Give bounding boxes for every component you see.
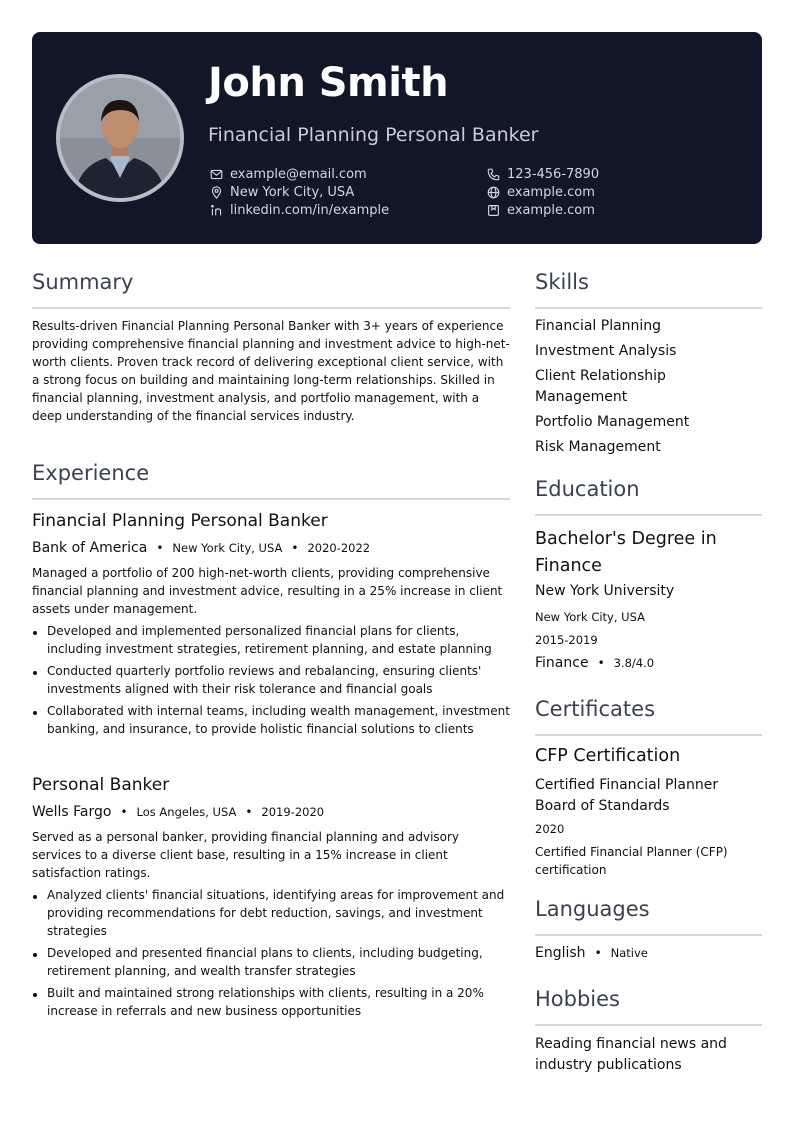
job-description: Served as a personal banker, providing financial planning and advisory services to a diverse client base, resulting in a 15% increase in client satisfaction ratings. [32, 830, 460, 880]
language-item [535, 945, 648, 961]
summary-heading: Summary [32, 270, 134, 294]
job-bullet: Developed and implemented personalized financial plans for clients, including investment strategies, retirement planning, and estate planning [32, 622, 510, 658]
job-company: Wells Fargo [32, 804, 112, 820]
job-bullet: Built and maintained strong relationships with clients, resulting in a 20% increase in referrals and new business opportunities [32, 984, 510, 1020]
contact-email[interactable] [208, 165, 367, 183]
separator-dot: • [156, 541, 164, 555]
education-school: New York University [535, 583, 675, 599]
contact-portfolio-text: example.com [507, 202, 595, 218]
education-location: New York City, USA [535, 610, 645, 624]
phone-icon [485, 166, 501, 182]
job-dates: 2019-2020 [261, 805, 325, 819]
separator-dot: • [594, 946, 602, 960]
separator-dot: • [597, 656, 605, 670]
job-dates: 2020-2022 [307, 541, 371, 555]
certificate-name: CFP Certification [535, 746, 681, 766]
contact-portfolio[interactable] [485, 201, 595, 219]
hobbies-heading: Hobbies [535, 987, 620, 1011]
job-role: Personal Banker [32, 775, 170, 795]
hobby-item: Reading financial news and industry publications [535, 1036, 727, 1073]
job-location: New York City, USA [172, 541, 283, 555]
certificate-year: 2020 [535, 822, 565, 836]
contact-location [208, 183, 354, 201]
experience-divider [32, 498, 510, 500]
certificate-issuer: Certified Financial Planner Board of Standards [535, 777, 719, 814]
education-divider [535, 514, 762, 516]
education-major: Finance [535, 655, 589, 671]
contact-email-text: example@email.com [230, 166, 367, 182]
skill-item: Client Relationship Management [535, 368, 666, 405]
summary-divider [32, 307, 510, 309]
job-bullet: Collaborated with internal teams, including wealth management, investment banking, and insurance, to provide holistic financial solutions to clients [32, 702, 510, 738]
candidate-title: Financial Planning Personal Banker [208, 124, 539, 146]
certificate-description: Certified Financial Planner (CFP) certification [535, 845, 728, 877]
education-heading: Education [535, 477, 640, 501]
languages-heading: Languages [535, 897, 650, 921]
certificates-divider [535, 734, 762, 736]
job-company: Bank of America [32, 540, 148, 556]
hobbies-divider [535, 1024, 762, 1026]
education-gpa: 3.8/4.0 [613, 656, 655, 670]
avatar [56, 74, 184, 202]
language-level: Native [610, 946, 648, 960]
skill-item: Portfolio Management [535, 414, 690, 430]
job-bullet: Developed and presented financial plans to clients, including budgeting, retirement planning, and wealth transfer strategies [32, 944, 510, 980]
separator-dot: • [120, 805, 128, 819]
job-location: Los Angeles, USA [136, 805, 237, 819]
location-pin-icon [208, 184, 224, 200]
job-meta [32, 804, 324, 820]
skill-item: Financial Planning [535, 318, 662, 334]
skills-list [535, 316, 755, 462]
job-meta [32, 540, 370, 556]
job-bullets [32, 886, 510, 1024]
separator-dot: • [291, 541, 299, 555]
separator-dot: • [245, 805, 253, 819]
contact-website-text: example.com [507, 184, 595, 200]
language-name: English [535, 945, 586, 961]
education-degree: Bachelor's Degree in Finance [535, 529, 717, 576]
candidate-name: John Smith [208, 60, 449, 106]
contact-phone-text: 123-456-7890 [507, 166, 600, 182]
job-bullet: Conducted quarterly portfolio reviews and rebalancing, ensuring clients' investments aligned with their risk tolerance and financial goals [32, 662, 510, 698]
resume-header [32, 32, 762, 244]
skill-item: Investment Analysis [535, 343, 677, 359]
contact-phone[interactable] [485, 165, 599, 183]
skills-divider [535, 307, 762, 309]
profile-photo [60, 78, 180, 198]
job-bullet: Analyzed clients' financial situations, identifying areas for improvement and providing recommendations for debt reduction, savings, and investment strategies [32, 886, 510, 940]
education-dates: 2015-2019 [535, 633, 598, 647]
job-role: Financial Planning Personal Banker [32, 511, 328, 531]
languages-divider [535, 934, 762, 936]
summary-text: Results-driven Financial Planning Personal Banker with 3+ years of experience providing comprehensive financial planning and investment advice to high-net-worth clients. Proven track record of delivering exceptional client service, with a strong focus on building and maintaining long-term relationships. Skilled in financial planning, investment analysis, and portfolio management, with a deep understanding of the financial services industry. [32, 319, 510, 423]
contact-location-text: New York City, USA [230, 184, 355, 200]
mail-icon [208, 166, 224, 182]
job-description: Managed a portfolio of 200 high-net-worth clients, providing comprehensive financial planning and investment advice, resulting in a 25% increase in client assets under management. [32, 566, 503, 616]
globe-icon [485, 184, 501, 200]
portfolio-icon [485, 202, 501, 218]
skill-item: Risk Management [535, 439, 661, 455]
education-major-gpa [535, 655, 654, 671]
contact-linkedin[interactable] [208, 201, 389, 219]
contact-website[interactable] [485, 183, 595, 201]
contact-linkedin-text: linkedin.com/in/example [230, 202, 390, 218]
certificates-heading: Certificates [535, 697, 656, 721]
experience-heading: Experience [32, 461, 150, 485]
skills-heading: Skills [535, 270, 589, 294]
linkedin-icon [208, 202, 224, 218]
job-bullets [32, 622, 510, 742]
